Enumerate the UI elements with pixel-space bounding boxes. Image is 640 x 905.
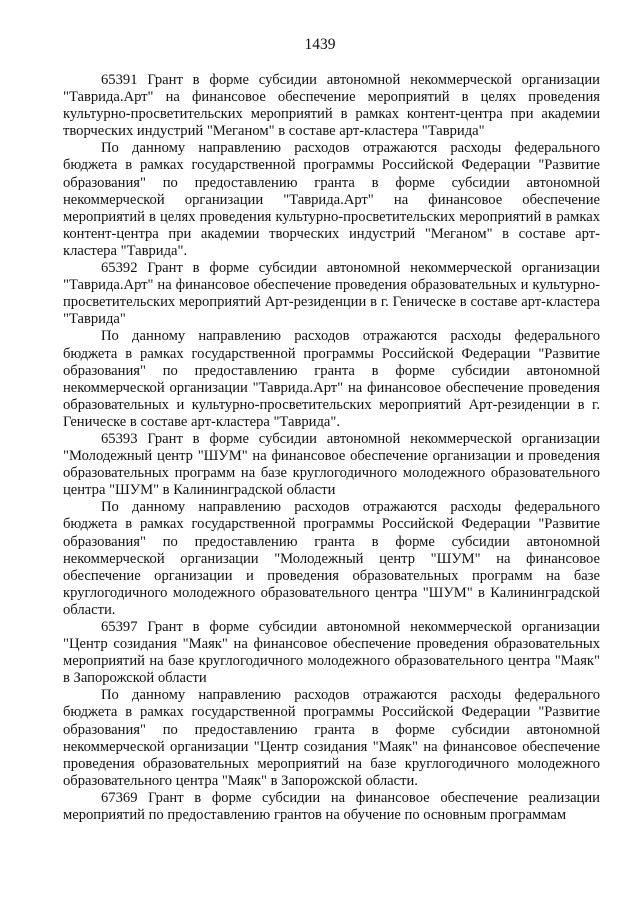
paragraph-65397-title: 65397 Грант в форме субсидии автономной некоммерческой организации "Центр созидания "Маяк" на финансовое обеспечение проведения образовательных мероприятий на базе круглогодичного молодежного образовательного центра "Маяк" в Запорожской области xyxy=(63,619,600,687)
paragraph-65391-description: По данному направлению расходов отражаются расходы федерального бюджета в рамках государственной программы Российской Федерации "Развитие образования" по предоставлению гранта в форме субсидии автономной некоммерческой организации "Таврида.Арт" на финансовое обеспечение мероприятий в целях проведения культурно-просветительских мероприятий в рамках контент-центра при академии творческих индустрий "Меганом" в составе арт-кластера "Таврида". xyxy=(63,140,600,259)
document-body xyxy=(63,72,600,824)
page-number: 1439 xyxy=(304,36,336,53)
paragraph-65393-title: 65393 Грант в форме субсидии автономной некоммерческой организации "Молодежный центр "ШУМ" на финансовое обеспечение организации и проведения образовательных программ на базе круглогодичного молодежного образовательного центра "ШУМ" в Калининградской области xyxy=(63,430,600,499)
paragraph-65392-title: 65392 Грант в форме субсидии автономной некоммерческой организации "Таврида.Арт" на финансовое обеспечение проведения образовательных и культурно-просветительских мероприятий Арт-резиденции в г. Геническе в составе арт-кластера "Таврида" xyxy=(63,260,600,328)
paragraph-65397-description: По данному направлению расходов отражаются расходы федерального бюджета в рамках государственной программы Российской Федерации "Развитие образования" по предоставлению гранта в форме субсидии автономной некоммерческой организации "Центр созидания "Маяк" на финансовое обеспечение проведения образовательных мероприятий на базе круглогодичного молодежного образовательного центра "Маяк" в Запорожской области. xyxy=(63,687,600,789)
paragraph-67369-title: 67369 Грант в форме субсидии на финансовое обеспечение реализации мероприятий по предоставлению грантов на обучение по основным программам xyxy=(63,789,600,824)
paragraph-65393-description: По данному направлению расходов отражаются расходы федерального бюджета в рамках государственной программы Российской Федерации "Развитие образования" по предоставлению гранта в форме субсидии автономной некоммерческой организации "Молодежный центр "ШУМ" на финансовое обеспечение организации и проведения образовательных программ на базе круглогодичного молодежного образовательного центра "ШУМ" в Калининградской области. xyxy=(63,499,600,618)
paragraph-65392-description: По данному направлению расходов отражаются расходы федерального бюджета в рамках государственной программы Российской Федерации "Развитие образования" по предоставлению гранта в форме субсидии автономной некоммерческой организации "Таврида.Арт" на финансовое обеспечение проведения образовательных и культурно-просветительских мероприятий Арт-резиденции в г. Геническе в составе арт-кластера "Таврида". xyxy=(63,328,600,430)
paragraph-65391-title: 65391 Грант в форме субсидии автономной некоммерческой организации "Таврида.Арт" на финансовое обеспечение мероприятий в целях проведения культурно-просветительских мероприятий в рамках контент-центра при академии творческих индустрий "Меганом" в составе арт-кластера "Таврида" xyxy=(63,72,600,140)
